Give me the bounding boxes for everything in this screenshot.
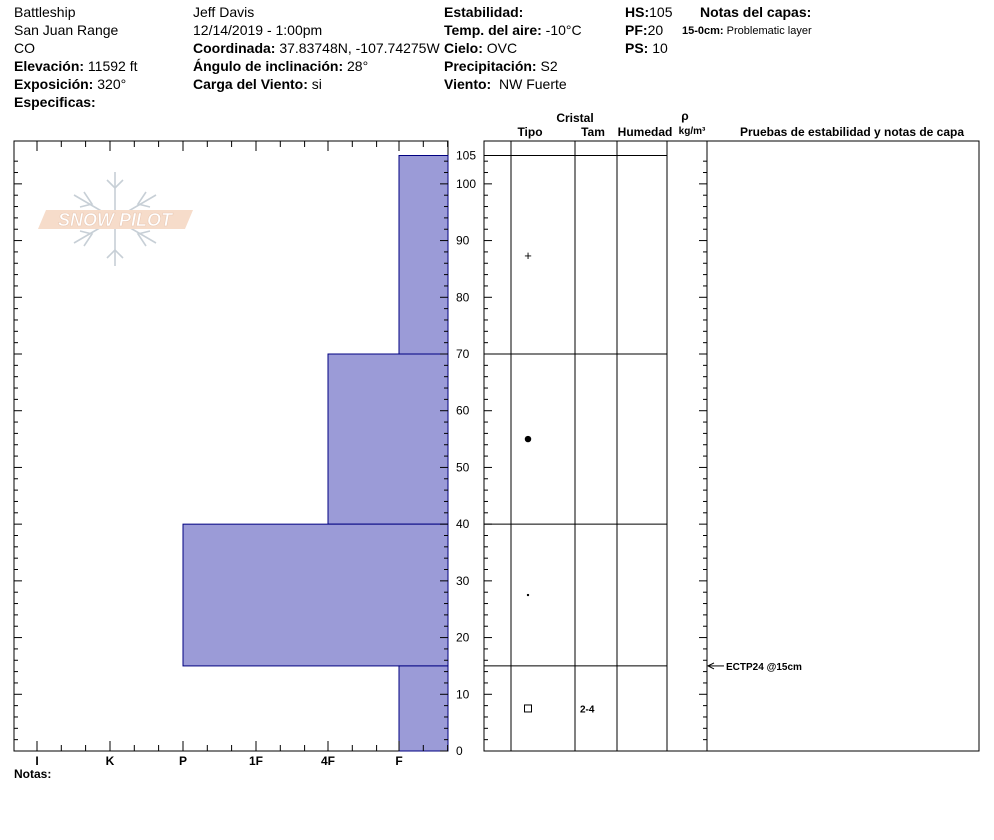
depth-label: 70 <box>456 347 470 362</box>
grain-symbol <box>525 436 531 442</box>
hardness-label: I <box>35 754 39 768</box>
wind-loading: Carga del Viento: si <box>193 76 322 92</box>
wind: Viento: NW Fuerte <box>444 76 567 92</box>
sky: Cielo: OVC <box>444 40 518 56</box>
tests-header: Pruebas de estabilidad y notas de capa <box>739 125 965 139</box>
test-result: ECTP24 @15cm <box>726 661 802 673</box>
hardness-bar <box>183 524 448 666</box>
depth-label: 90 <box>456 233 470 248</box>
grain-symbol: + <box>524 247 532 263</box>
state: CO <box>14 40 35 56</box>
type-header: Tipo <box>517 125 543 139</box>
slope-angle: Ángulo de inclinación: 28° <box>193 58 369 74</box>
hardness-label: P <box>178 754 188 768</box>
depth-label: 50 <box>456 460 470 475</box>
depth-label: 80 <box>456 290 470 305</box>
grain-symbol <box>527 594 529 596</box>
aspect: Exposición: 320° <box>14 76 127 92</box>
depth-label: 20 <box>456 630 470 645</box>
depth-label: 30 <box>456 573 470 588</box>
specifics: Especificas: <box>14 94 96 110</box>
location: Battleship <box>14 4 76 20</box>
depth-label: 10 <box>456 687 470 702</box>
ps: PS: 10 <box>625 40 668 56</box>
density-header: kg/m³ <box>678 126 706 137</box>
grain-symbol <box>525 705 532 712</box>
hardness-label: F <box>395 754 403 768</box>
pf: PF:20 <box>625 22 664 38</box>
stability-tests <box>708 662 802 673</box>
observer: Jeff Davis <box>193 4 255 20</box>
datetime: 12/14/2019 - 1:00pm <box>193 22 323 38</box>
precipitation: Precipitación: S2 <box>444 58 558 74</box>
snowpilot-logo <box>38 172 193 266</box>
density-ruler-ticks <box>484 161 707 751</box>
hardness-bars <box>183 156 448 751</box>
notes-label: Notas: <box>14 767 52 781</box>
coordinates: Coordinada: 37.83748N, -107.74275W <box>193 40 440 56</box>
layer-table <box>484 109 979 751</box>
depth-label: 105 <box>456 148 477 163</box>
hardness-label: 4F <box>320 754 336 768</box>
hardness-bar <box>328 354 448 524</box>
hardness-axis-labels <box>35 754 402 768</box>
moisture-header: Humedad <box>617 125 673 139</box>
rho-header: ρ <box>681 109 689 123</box>
depth-label: 60 <box>456 403 470 418</box>
air-temp: Temp. del aire: -10°C <box>444 22 582 38</box>
layer-note-text: Problematic layer <box>726 25 812 37</box>
hardness-bar <box>399 666 448 751</box>
layer-notes-title: Notas del capas: <box>700 4 812 20</box>
stability: Estabilidad: <box>444 4 524 20</box>
range: San Juan Range <box>14 22 119 38</box>
size-header: Tam <box>581 125 605 139</box>
depth-label: 100 <box>456 176 477 191</box>
hs: HS:105 <box>625 4 673 20</box>
depth-label: 0 <box>456 744 463 758</box>
grain-size: 2-4 <box>580 704 595 716</box>
layer-note-depth: 15-0cm: <box>682 25 724 37</box>
elevation: Elevación: 11592 ft <box>14 58 138 74</box>
crystal-header: Cristal <box>556 111 594 125</box>
depth-label: 40 <box>456 517 470 532</box>
logo-text: SNOW PILOT <box>58 210 172 230</box>
hardness-label: 1F <box>248 754 264 768</box>
hardness-bar <box>399 156 448 354</box>
hardness-label: K <box>105 754 115 768</box>
table-frame <box>484 141 979 751</box>
